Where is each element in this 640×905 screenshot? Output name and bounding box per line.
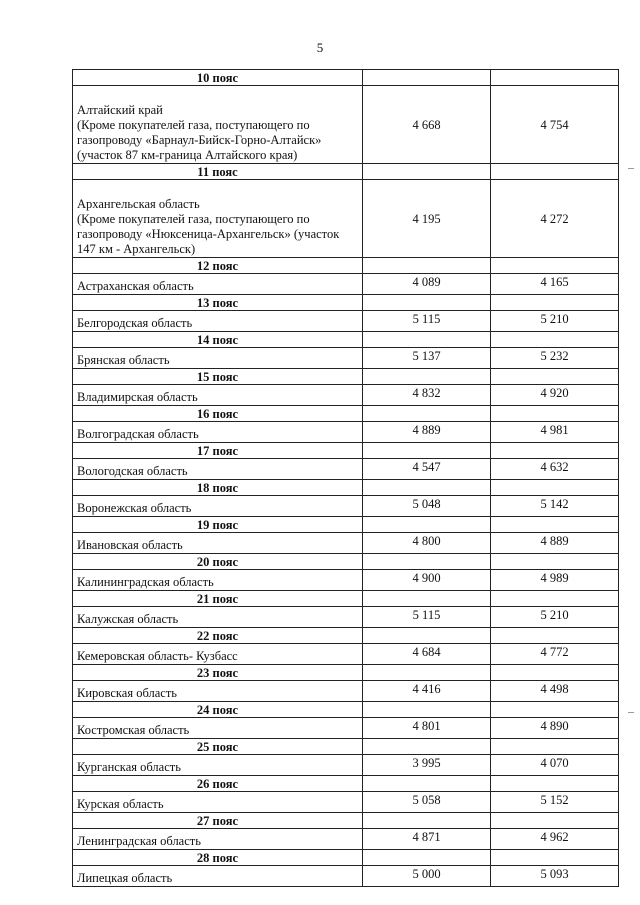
table-row (73, 607, 619, 628)
zone-header-row (73, 850, 619, 866)
empty-cell (491, 702, 619, 718)
price-value-1: 4 684 (363, 644, 491, 665)
price-value-1: 4 195 (363, 180, 491, 258)
empty-cell (363, 369, 491, 385)
price-value-2: 5 210 (491, 607, 619, 628)
region-name: Алтайский край (Кроме покупателей газа, поступающего по газопроводу «Барнаул-Бийск-Горно-Алтайск» (участок 87 км-граница Алтайского края) (73, 86, 363, 164)
region-name: Курская область (73, 792, 363, 813)
gas-price-table (72, 69, 619, 887)
price-value-1: 4 801 (363, 718, 491, 739)
zone-header-row (73, 665, 619, 681)
region-name: Кемеровская область- Кузбасс (73, 644, 363, 665)
zone-header-row (73, 591, 619, 607)
price-value-1: 4 900 (363, 570, 491, 591)
empty-cell (491, 850, 619, 866)
empty-cell (491, 295, 619, 311)
zone-label: 27 пояс (73, 813, 363, 829)
zone-label: 17 пояс (73, 443, 363, 459)
empty-cell (363, 258, 491, 274)
region-name: Кировская область (73, 681, 363, 702)
zone-header-row (73, 369, 619, 385)
zone-label: 19 пояс (73, 517, 363, 533)
table-row (73, 86, 619, 164)
empty-cell (491, 332, 619, 348)
zone-label: 12 пояс (73, 258, 363, 274)
empty-cell (363, 332, 491, 348)
zone-header-row (73, 406, 619, 422)
table-row (73, 422, 619, 443)
price-value-2: 4 889 (491, 533, 619, 554)
zone-header-row (73, 480, 619, 496)
region-name: Липецкая область (73, 866, 363, 887)
zone-header-row (73, 776, 619, 792)
price-value-2: 4 920 (491, 385, 619, 406)
price-value-2: 4 070 (491, 755, 619, 776)
zone-label: 24 пояс (73, 702, 363, 718)
empty-cell (363, 517, 491, 533)
price-value-1: 4 800 (363, 533, 491, 554)
price-value-2: 4 272 (491, 180, 619, 258)
region-name: Волгоградская область (73, 422, 363, 443)
price-value-2: 4 890 (491, 718, 619, 739)
empty-cell (363, 443, 491, 459)
scan-artifact (628, 712, 634, 713)
empty-cell (491, 164, 619, 180)
empty-cell (491, 443, 619, 459)
zone-label: 11 пояс (73, 164, 363, 180)
price-value-2: 4 772 (491, 644, 619, 665)
region-name: Курганская область (73, 755, 363, 776)
price-value-1: 5 058 (363, 792, 491, 813)
zone-label: 14 пояс (73, 332, 363, 348)
empty-cell (491, 554, 619, 570)
region-name: Владимирская область (73, 385, 363, 406)
zone-label: 26 пояс (73, 776, 363, 792)
region-name: Архангельская область (Кроме покупателей газа, поступающего по газопроводу «Нюксеница-Архангельск» (участок 147 км - Архангельск) (73, 180, 363, 258)
price-value-2: 4 498 (491, 681, 619, 702)
scan-artifact (628, 168, 634, 169)
empty-cell (363, 850, 491, 866)
empty-cell (363, 776, 491, 792)
zone-label: 15 пояс (73, 369, 363, 385)
price-value-1: 4 889 (363, 422, 491, 443)
region-name: Белгородская область (73, 311, 363, 332)
zone-header-row (73, 443, 619, 459)
price-value-1: 5 048 (363, 496, 491, 517)
empty-cell (491, 480, 619, 496)
zone-header-row (73, 164, 619, 180)
empty-cell (491, 406, 619, 422)
zone-header-row (73, 813, 619, 829)
price-value-2: 5 152 (491, 792, 619, 813)
price-value-1: 4 416 (363, 681, 491, 702)
price-value-1: 4 547 (363, 459, 491, 480)
empty-cell (363, 554, 491, 570)
price-value-2: 4 962 (491, 829, 619, 850)
table-row (73, 348, 619, 369)
price-value-2: 4 754 (491, 86, 619, 164)
zone-label: 23 пояс (73, 665, 363, 681)
zone-header-row (73, 554, 619, 570)
empty-cell (363, 665, 491, 681)
region-name: Ивановская область (73, 533, 363, 554)
price-value-1: 3 995 (363, 755, 491, 776)
empty-cell (491, 739, 619, 755)
zone-header-row (73, 295, 619, 311)
table-row (73, 459, 619, 480)
region-name: Воронежская область (73, 496, 363, 517)
price-value-2: 4 632 (491, 459, 619, 480)
zone-label: 10 пояс (73, 70, 363, 86)
region-name: Костромская область (73, 718, 363, 739)
empty-cell (491, 776, 619, 792)
table-row (73, 718, 619, 739)
zone-label: 18 пояс (73, 480, 363, 496)
table-row (73, 311, 619, 332)
region-name: Калининградская область (73, 570, 363, 591)
price-value-1: 4 668 (363, 86, 491, 164)
empty-cell (491, 258, 619, 274)
zone-header-row (73, 628, 619, 644)
region-name: Вологодская область (73, 459, 363, 480)
region-name: Брянская область (73, 348, 363, 369)
price-value-2: 4 165 (491, 274, 619, 295)
table-row (73, 180, 619, 258)
zone-header-row (73, 332, 619, 348)
empty-cell (363, 813, 491, 829)
zone-header-row (73, 70, 619, 86)
price-value-2: 5 093 (491, 866, 619, 887)
empty-cell (363, 739, 491, 755)
empty-cell (491, 70, 619, 86)
zone-label: 13 пояс (73, 295, 363, 311)
price-value-1: 5 000 (363, 866, 491, 887)
table-row (73, 274, 619, 295)
zone-label: 22 пояс (73, 628, 363, 644)
price-value-1: 5 115 (363, 311, 491, 332)
price-value-2: 4 989 (491, 570, 619, 591)
table-row (73, 644, 619, 665)
empty-cell (491, 517, 619, 533)
empty-cell (363, 70, 491, 86)
empty-cell (363, 406, 491, 422)
price-value-2: 4 981 (491, 422, 619, 443)
empty-cell (491, 813, 619, 829)
table-row (73, 866, 619, 887)
table-row (73, 792, 619, 813)
zone-label: 21 пояс (73, 591, 363, 607)
empty-cell (491, 369, 619, 385)
empty-cell (363, 702, 491, 718)
price-value-1: 4 871 (363, 829, 491, 850)
zone-label: 28 пояс (73, 850, 363, 866)
empty-cell (491, 628, 619, 644)
price-value-2: 5 210 (491, 311, 619, 332)
zone-header-row (73, 517, 619, 533)
empty-cell (363, 164, 491, 180)
price-value-1: 5 137 (363, 348, 491, 369)
table-row (73, 829, 619, 850)
table-row (73, 681, 619, 702)
region-name: Ленинградская область (73, 829, 363, 850)
zone-header-row (73, 258, 619, 274)
table-body (73, 70, 619, 887)
empty-cell (363, 480, 491, 496)
price-value-2: 5 142 (491, 496, 619, 517)
empty-cell (491, 665, 619, 681)
price-value-1: 4 089 (363, 274, 491, 295)
zone-header-row (73, 739, 619, 755)
zone-header-row (73, 702, 619, 718)
zone-label: 20 пояс (73, 554, 363, 570)
price-value-1: 4 832 (363, 385, 491, 406)
price-value-1: 5 115 (363, 607, 491, 628)
price-value-2: 5 232 (491, 348, 619, 369)
table-row (73, 755, 619, 776)
empty-cell (363, 591, 491, 607)
region-name: Калужская область (73, 607, 363, 628)
empty-cell (363, 628, 491, 644)
table-row (73, 496, 619, 517)
table-row (73, 570, 619, 591)
table-row (73, 385, 619, 406)
empty-cell (363, 295, 491, 311)
zone-label: 25 пояс (73, 739, 363, 755)
region-name: Астраханская область (73, 274, 363, 295)
zone-label: 16 пояс (73, 406, 363, 422)
table-row (73, 533, 619, 554)
page-number: 5 (316, 40, 324, 55)
empty-cell (491, 591, 619, 607)
